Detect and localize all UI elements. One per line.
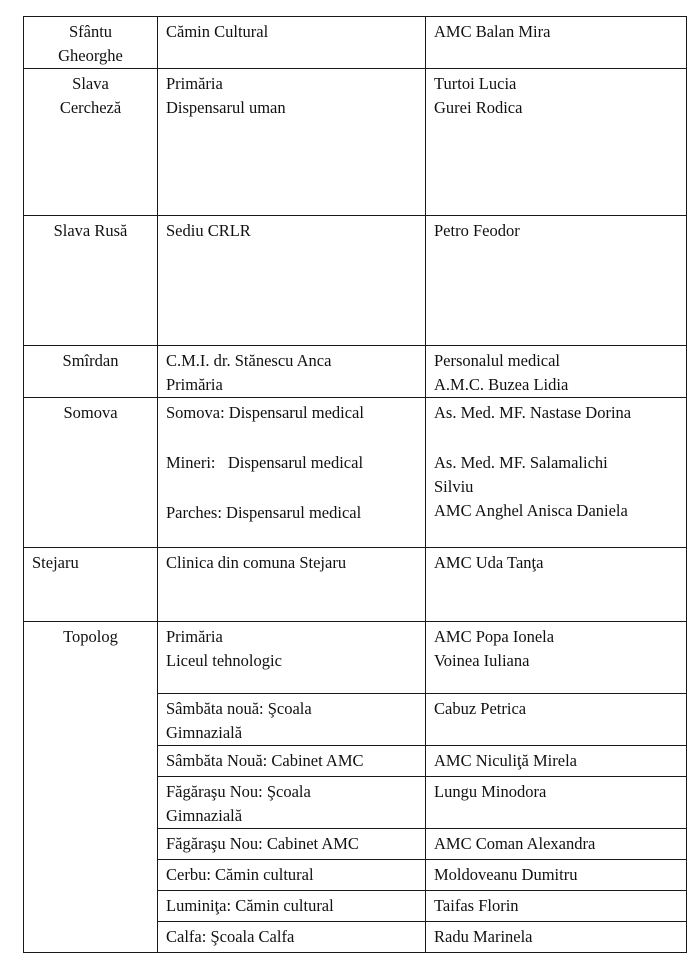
contact-text: As. Med. MF. Salamalichi bbox=[434, 453, 608, 472]
place-cell bbox=[158, 777, 426, 829]
locality-text: Slava bbox=[72, 74, 109, 93]
place-text: C.M.I. dr. Stănescu Anca bbox=[166, 351, 332, 370]
place-text: Luminiţa: Cămin cultural bbox=[166, 896, 334, 915]
locality-cell bbox=[24, 216, 158, 346]
table-row bbox=[24, 17, 687, 69]
contact-cell bbox=[426, 69, 687, 216]
place-text: Cerbu: Cămin cultural bbox=[166, 865, 314, 884]
contact-text: Silviu bbox=[434, 477, 474, 496]
spacer bbox=[166, 475, 417, 501]
contact-cell bbox=[426, 694, 687, 746]
table-row bbox=[24, 398, 687, 548]
contact-text: Turtoi Lucia bbox=[434, 74, 517, 93]
contact-cell bbox=[426, 891, 687, 922]
place-text: Dispensarul uman bbox=[166, 98, 286, 117]
place-cell bbox=[158, 746, 426, 777]
place-cell bbox=[158, 346, 426, 398]
place-text: Făgăraşu Nou: Cabinet AMC bbox=[166, 834, 359, 853]
locality-text: Topolog bbox=[63, 627, 118, 646]
contact-text: AMC Uda Tanţa bbox=[434, 553, 544, 572]
place-text: Clinica din comuna Stejaru bbox=[166, 553, 347, 572]
place-cell bbox=[158, 69, 426, 216]
contact-cell bbox=[426, 746, 687, 777]
contact-text: A.M.C. Buzea Lidia bbox=[434, 375, 569, 394]
contact-cell bbox=[426, 622, 687, 694]
place-text: Primăria bbox=[166, 375, 223, 394]
place-text: Mineri: Dispensarul medical bbox=[166, 453, 364, 472]
contact-cell bbox=[426, 777, 687, 829]
contact-text: AMC Popa Ionela bbox=[434, 627, 555, 646]
place-text: Cămin Cultural bbox=[166, 22, 269, 41]
place-text: Sâmbăta nouă: Şcoala bbox=[166, 699, 312, 718]
contact-text: Personalul medical bbox=[434, 351, 561, 370]
table-row bbox=[24, 622, 687, 694]
contact-cell bbox=[426, 17, 687, 69]
locality-text: Somova bbox=[63, 403, 118, 422]
contact-text: Taifas Florin bbox=[434, 896, 519, 915]
locality-text: Stejaru bbox=[32, 553, 79, 572]
place-text: Gimnazială bbox=[166, 806, 243, 825]
table-row bbox=[24, 548, 687, 622]
place-cell bbox=[158, 216, 426, 346]
locality-cell bbox=[24, 69, 158, 216]
contact-cell bbox=[426, 548, 687, 622]
contact-text: Voinea Iuliana bbox=[434, 651, 530, 670]
locality-text: Sfântu bbox=[68, 22, 113, 41]
table-row bbox=[24, 69, 687, 216]
contact-text: AMC Anghel Anisca Daniela bbox=[434, 501, 628, 520]
contact-text: Moldoveanu Dumitru bbox=[434, 865, 578, 884]
place-cell bbox=[158, 694, 426, 746]
contact-text: Cabuz Petrica bbox=[434, 699, 527, 718]
place-text: Sediu CRLR bbox=[166, 221, 251, 240]
place-cell bbox=[158, 891, 426, 922]
place-text: Primăria bbox=[166, 627, 223, 646]
contact-cell bbox=[426, 829, 687, 860]
locality-text: Smîrdan bbox=[62, 351, 119, 370]
contact-text: AMC Coman Alexandra bbox=[434, 834, 596, 853]
place-cell bbox=[158, 622, 426, 694]
contact-text: AMC Balan Mira bbox=[434, 22, 551, 41]
contact-cell bbox=[426, 216, 687, 346]
locations-table bbox=[23, 16, 687, 953]
place-cell bbox=[158, 17, 426, 69]
place-cell bbox=[158, 398, 426, 548]
place-cell bbox=[158, 548, 426, 622]
place-text: Gimnazială bbox=[166, 723, 243, 742]
locality-cell bbox=[24, 398, 158, 548]
contact-cell bbox=[426, 860, 687, 891]
locality-cell bbox=[24, 346, 158, 398]
contact-text: Radu Marinela bbox=[434, 927, 533, 946]
place-cell bbox=[158, 860, 426, 891]
contact-text: Gurei Rodica bbox=[434, 98, 523, 117]
place-cell bbox=[158, 829, 426, 860]
spacer bbox=[166, 425, 417, 451]
contact-text: As. Med. MF. Nastase Dorina bbox=[434, 403, 632, 422]
place-text: Liceul tehnologic bbox=[166, 651, 282, 670]
contact-cell bbox=[426, 922, 687, 953]
contact-text: Petro Feodor bbox=[434, 221, 520, 240]
place-cell bbox=[158, 922, 426, 953]
place-text: Calfa: Şcoala Calfa bbox=[166, 927, 295, 946]
locality-cell bbox=[24, 548, 158, 622]
contact-cell bbox=[426, 398, 687, 548]
place-text: Primăria bbox=[166, 74, 223, 93]
place-text: Sâmbăta Nouă: Cabinet AMC bbox=[166, 751, 364, 770]
contact-text: AMC Niculiţă Mirela bbox=[434, 751, 577, 770]
contact-text: Lungu Minodora bbox=[434, 782, 547, 801]
table-row bbox=[24, 216, 687, 346]
table-row bbox=[24, 346, 687, 398]
locality-cell bbox=[24, 17, 158, 69]
place-text: Somova: Dispensarul medical bbox=[166, 403, 364, 422]
locality-text: Gheorghe bbox=[58, 46, 123, 65]
contact-cell bbox=[426, 346, 687, 398]
locality-text: Slava Rusă bbox=[53, 221, 128, 240]
spacer bbox=[434, 425, 678, 451]
locality-cell bbox=[24, 622, 158, 953]
locality-text: Cercheză bbox=[59, 98, 122, 117]
place-text: Făgăraşu Nou: Şcoala bbox=[166, 782, 311, 801]
place-text: Parches: Dispensarul medical bbox=[166, 503, 362, 522]
